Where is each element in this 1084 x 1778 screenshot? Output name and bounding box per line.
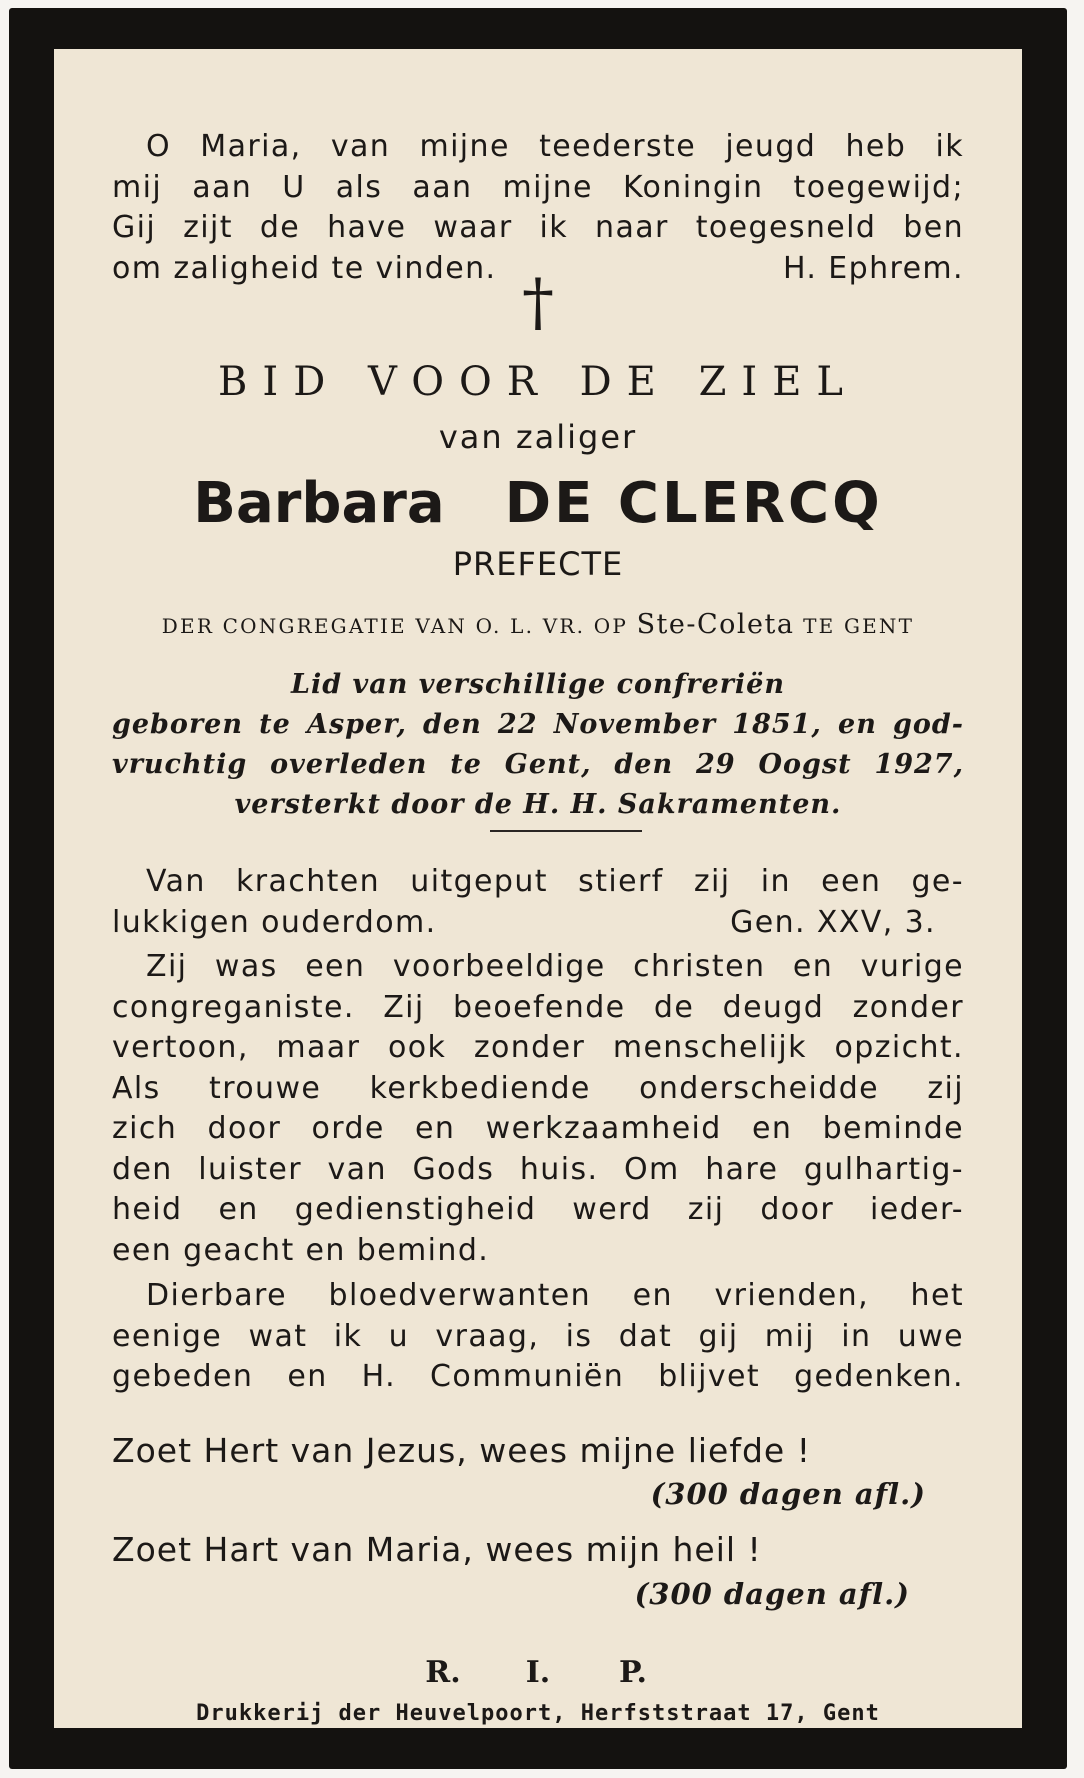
van-zaliger: van zaliger <box>438 418 638 456</box>
closing-line: Dierbare bloedverwanten en vrienden, het <box>146 1278 964 1313</box>
bible-verse <box>112 862 964 943</box>
confraternity-line: Lid van verschillige confreriën <box>291 669 785 700</box>
closing-line: gebeden en H. Communiën blijvet gedenken. <box>112 1359 964 1394</box>
closing-line: eenige wat ik u vraag, is dat gij mij in uwe <box>112 1318 964 1354</box>
death-line: vruchtig overleden te Gent, den 29 Oogst 1927, <box>112 749 964 780</box>
birth-line: geboren te Asper, den 22 November 1851, en god- <box>112 709 964 740</box>
heading: BID VOOR DE ZIEL <box>218 359 858 405</box>
quote-line: Gij zijt de have waar ik naar toegesneld ben <box>112 210 964 245</box>
indulgence-2: (300 dagen afl.) <box>634 1577 910 1611</box>
sacraments-line: versterkt door de H. H. Sakramenten. <box>234 789 842 820</box>
closing-paragraph <box>112 1276 964 1398</box>
quote-attribution: H. Ephrem. <box>782 250 964 286</box>
verse-line: lukkigen ouderdom. <box>112 904 437 940</box>
verse-line: Van krachten uitgeput stierf zij in een ge- <box>146 864 964 899</box>
last-name: DE CLERCQ <box>504 471 883 536</box>
deceased-name <box>112 471 964 537</box>
title-prefecte: PREFECTE <box>452 545 624 583</box>
indulgence-1: (300 dagen afl.) <box>650 1477 926 1511</box>
tribute-line: een geacht en bemind. <box>112 1232 490 1268</box>
tribute-line: heid en gedienstigheid werd zij door ieder- <box>112 1192 964 1227</box>
first-name: Barbara <box>193 471 445 536</box>
prayer-sacred-heart: Zoet Hert van Jezus, wees mijne liefde ! <box>112 1431 811 1470</box>
quote-line: om zaligheid te vinden. <box>112 250 497 286</box>
printer-imprint: Drukkerij der Heuvelpoort, Herfststraat 17, Gent <box>196 1701 880 1726</box>
birth-death-info <box>112 705 964 825</box>
tribute-line: Zij was een voorbeeldige christen en vurige <box>146 949 964 984</box>
congregation-line: DER CONGREGATIE VAN O. L. VR. OP Ste-Coleta TE GENT <box>161 609 915 640</box>
quote-line: O Maria, van mijne teederste jeugd heb ik <box>146 129 964 164</box>
rip: R. I. P. <box>425 1655 648 1690</box>
divider <box>490 830 642 832</box>
verse-last-line <box>112 903 964 944</box>
tribute-line: den luister van Gods huis. Om hare gulhartig- <box>112 1151 964 1187</box>
tribute-paragraph <box>112 947 964 1271</box>
prayer-heart-of-mary: Zoet Hart van Maria, wees mijn heil ! <box>112 1530 762 1569</box>
tribute-line: zich door orde en werkzaamheid en beminde <box>112 1111 964 1146</box>
tribute-line: congreganiste. Zij beoefende de deugd zonder <box>112 989 964 1025</box>
tribute-line: vertoon, maar ook zonder menschelijk opzicht. <box>112 1030 964 1065</box>
cross-icon: † <box>522 266 554 340</box>
card-paper <box>54 49 1022 1728</box>
quote-line: mij aan U als aan mijne Koningin toegewijd; <box>112 169 964 205</box>
mourning-card <box>9 8 1067 1769</box>
ephrem-quote <box>112 127 964 289</box>
tribute-line: Als trouwe kerkbediende onderscheidde zij <box>112 1070 964 1106</box>
verse-reference: Gen. XXV, 3. <box>730 904 936 940</box>
